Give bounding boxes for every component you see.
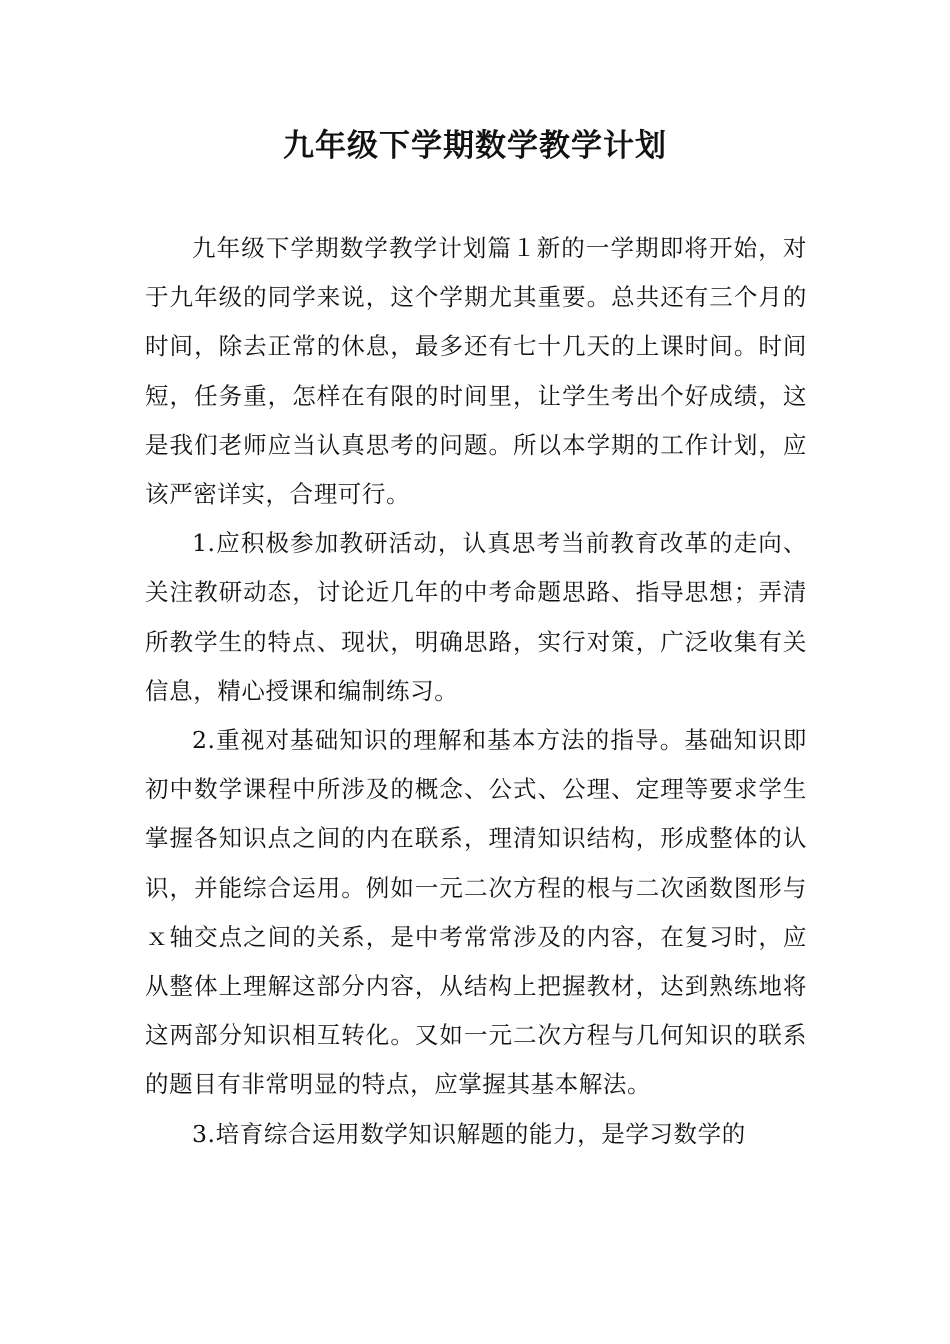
paragraph-intro: 九年级下学期数学教学计划篇１新的一学期即将开始，对于九年级的同学来说，这个学期尤其重要。总共还有三个月的时间，除去正常的休息，最多还有七十几天的上课时间。时间短，任务重，怎样在有限的时间里，让学生考出个好成绩，这是我们老师应当认真思考的问题。所以本学期的工作计划，应该严密详实，合理可行。	[145, 234, 807, 509]
document-body	[145, 224, 807, 1159]
paragraph-item-3: 3.培育综合运用数学知识解题的能力，是学习数学的	[192, 1119, 746, 1148]
document-title: 九年级下学期数学教学计划	[283, 128, 667, 164]
paragraph-item-1: 1.应积极参加教研活动，认真思考当前教育改革的走向、关注教研动态，讨论近几年的中考命题思路、指导思想；弄清所教学生的特点、现状，明确思路，实行对策，广泛收集有关信息，精心授课和编制练习。	[145, 529, 807, 705]
paragraph-item-2: 2.重视对基础知识的理解和基本方法的指导。基础知识即初中数学课程中所涉及的概念、公式、公理、定理等要求学生掌握各知识点之间的内在联系，理清知识结构，形成整体的认识，并能综合运用。例如一元二次方程的根与二次函数图形与ｘ轴交点之间的关系，是中考常常涉及的内容，在复习时，应从整体上理解这部分内容，从结构上把握教材，达到熟练地将这两部分知识相互转化。又如一元二次方程与几何知识的联系的题目有非常明显的特点，应掌握其基本解法。	[145, 726, 807, 1099]
